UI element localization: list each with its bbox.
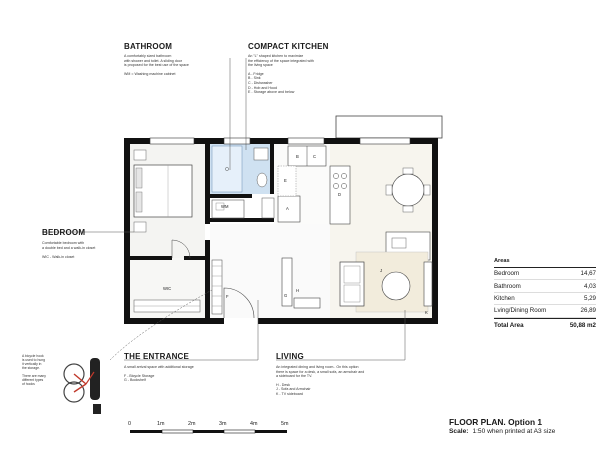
sofa xyxy=(340,262,364,306)
bookshelf xyxy=(282,258,292,306)
scale-bar xyxy=(130,430,287,433)
bed-pillow-2 xyxy=(136,192,142,212)
areas-table xyxy=(494,258,596,331)
living-desc-1: An integrated dining and living room.. On this option xyxy=(276,365,359,369)
balcony-door xyxy=(360,138,410,144)
fridge-unit xyxy=(278,196,300,222)
bike-note-7: of hooks xyxy=(22,382,35,386)
plan-title: FLOOR PLAN. Option 1 xyxy=(449,417,543,427)
armchair xyxy=(382,272,410,300)
bathroom-desc-2: with shower and toilet. A sliding door xyxy=(124,58,182,63)
bike-note-1: A bicycle hook xyxy=(22,354,44,358)
wall-bath-bottom xyxy=(210,194,252,198)
living-title: LIVING xyxy=(276,352,304,361)
bathroom-desc-3: is proposed for the best use of the space xyxy=(124,63,189,68)
wall-bed-bath xyxy=(205,144,210,224)
label-j: J xyxy=(380,268,383,273)
bathroom-wm-note: WM = Washing machine cabinet xyxy=(124,71,176,76)
bedroom-note xyxy=(42,228,132,260)
bike-note-6: different types xyxy=(22,378,44,382)
label-e: E xyxy=(284,178,287,183)
kitchen-desc-1: An "L" shaped kitchen to maximize xyxy=(248,54,304,58)
plan-scale-text: 1:50 when printed at A3 size xyxy=(472,428,556,435)
areas-total-row xyxy=(494,318,596,331)
toilet xyxy=(257,173,267,187)
bedroom-desc-1: Comfortable bedroom with xyxy=(42,241,85,245)
bed-pillow-1 xyxy=(136,168,142,188)
tv-sideboard xyxy=(424,262,432,306)
bike-hook-note xyxy=(22,354,70,386)
kitchen-item-a: A - Fridge xyxy=(248,71,264,76)
kitchen-item-e: E - Storage above and below xyxy=(248,90,295,95)
kitchen-item-d: D - Hob and Hood xyxy=(248,85,277,90)
plan-scale xyxy=(449,428,555,435)
wall-closet-top xyxy=(130,256,172,260)
wall-wm xyxy=(210,218,274,222)
areas-row xyxy=(494,268,596,280)
scale-label-3m: 3m xyxy=(219,421,227,427)
shower xyxy=(212,146,242,192)
kitchen-item-c: C - Dishwasher xyxy=(248,80,273,85)
entrance-desc: A small arrival space with additional storage xyxy=(124,365,194,369)
entrance-title: THE ENTRANCE xyxy=(124,352,190,361)
label-wm: WM xyxy=(221,204,229,209)
kitchen-note xyxy=(248,42,378,95)
label-k: K xyxy=(425,310,428,315)
bathroom-note xyxy=(124,42,244,76)
total-area-value: 50,88 m2 xyxy=(569,321,596,329)
nightstand-2 xyxy=(134,222,146,232)
areas-row xyxy=(494,293,596,305)
living-item-j: J - Sofa and Armchair xyxy=(276,387,311,392)
kitchen-title: COMPACT KITCHEN xyxy=(248,42,329,51)
area-name: Bathroom xyxy=(494,282,521,290)
window-kitchen xyxy=(288,138,324,144)
label-b: B xyxy=(296,154,299,159)
bike-note-2: is used to hung xyxy=(22,358,45,362)
area-name: Bedroom xyxy=(494,270,520,278)
scale-label-1m: 1m xyxy=(157,421,165,427)
area-value: 14,67 xyxy=(580,270,596,278)
area-value: 4,03 xyxy=(583,282,596,290)
scale-label-4m: 4m xyxy=(250,421,258,427)
wm-cabinet xyxy=(212,200,244,218)
wall-bath-kitchen xyxy=(270,144,274,194)
label-h: H xyxy=(296,288,300,293)
areas-title: Areas xyxy=(494,258,596,268)
plan-scale-label: Scale: xyxy=(449,428,469,435)
scale-label-5m: 5m xyxy=(281,421,289,427)
wall-right xyxy=(432,138,438,324)
wall-closet-top-b xyxy=(184,256,205,260)
double-bed xyxy=(134,165,192,217)
area-name: Kitchen xyxy=(494,294,515,302)
label-g: G xyxy=(284,293,288,298)
total-area-name: Total Area xyxy=(494,321,524,329)
nightstand-1 xyxy=(134,150,146,160)
entrance-note xyxy=(124,352,264,383)
wall-bed-lower xyxy=(205,240,210,318)
label-a: A xyxy=(286,206,289,211)
bedroom-wic-note: WIC - Walk-in closet xyxy=(42,255,75,260)
wall-bottom xyxy=(124,318,438,324)
areas-row xyxy=(494,280,596,292)
label-c: C xyxy=(313,154,317,159)
entrance-item-f: F - Bicycle Storage xyxy=(124,373,155,378)
label-f: F xyxy=(226,294,229,299)
window-bedroom xyxy=(150,138,194,144)
entrance-item-g: G - Bookshelf xyxy=(124,378,146,383)
living-item-h: H - Desk xyxy=(276,382,290,387)
living-item-k: K - TV sideboard xyxy=(276,391,303,396)
scale-label-0: 0 xyxy=(128,421,131,427)
kitchen-desc-3: the living space xyxy=(248,63,273,68)
living-desc-2: there is space for a desk, a small sofa, an armchair and xyxy=(276,369,365,374)
kitchen-item-b: B - Sink xyxy=(248,76,261,81)
area-value: 5,29 xyxy=(583,294,596,302)
bike-note-4: the storage. xyxy=(22,366,40,370)
bike-note-5: There are many xyxy=(22,374,46,378)
label-wic: WIC xyxy=(163,286,172,291)
balcony xyxy=(336,116,442,138)
area-value: 26,89 xyxy=(580,307,596,315)
entrance-door-opening xyxy=(224,318,258,324)
kitchen-storage-e xyxy=(278,166,296,196)
bedroom-desc-2: a double bed and a walk-in closet xyxy=(42,245,96,250)
kitchen-tall-unit xyxy=(262,198,274,218)
desk-h xyxy=(294,298,320,308)
dining-table xyxy=(392,174,424,206)
area-name: Lving/Dining Room xyxy=(494,307,547,315)
bedroom-title: BEDROOM xyxy=(42,228,86,237)
bathroom-title: BATHROOM xyxy=(124,42,173,51)
bike-note-3: it vertically in xyxy=(22,362,42,366)
kitchen-desc-2: the efficiency of the space integrated with xyxy=(248,58,314,63)
sink-bath xyxy=(254,148,268,160)
bathroom-desc-1: A comfortably sized bathroom xyxy=(124,54,172,58)
living-note xyxy=(276,352,426,397)
label-d: D xyxy=(338,192,342,197)
areas-row xyxy=(494,305,596,317)
scale-label-2m: 2m xyxy=(188,421,196,427)
living-desc-3: a sideboard for the TV. xyxy=(276,374,313,379)
